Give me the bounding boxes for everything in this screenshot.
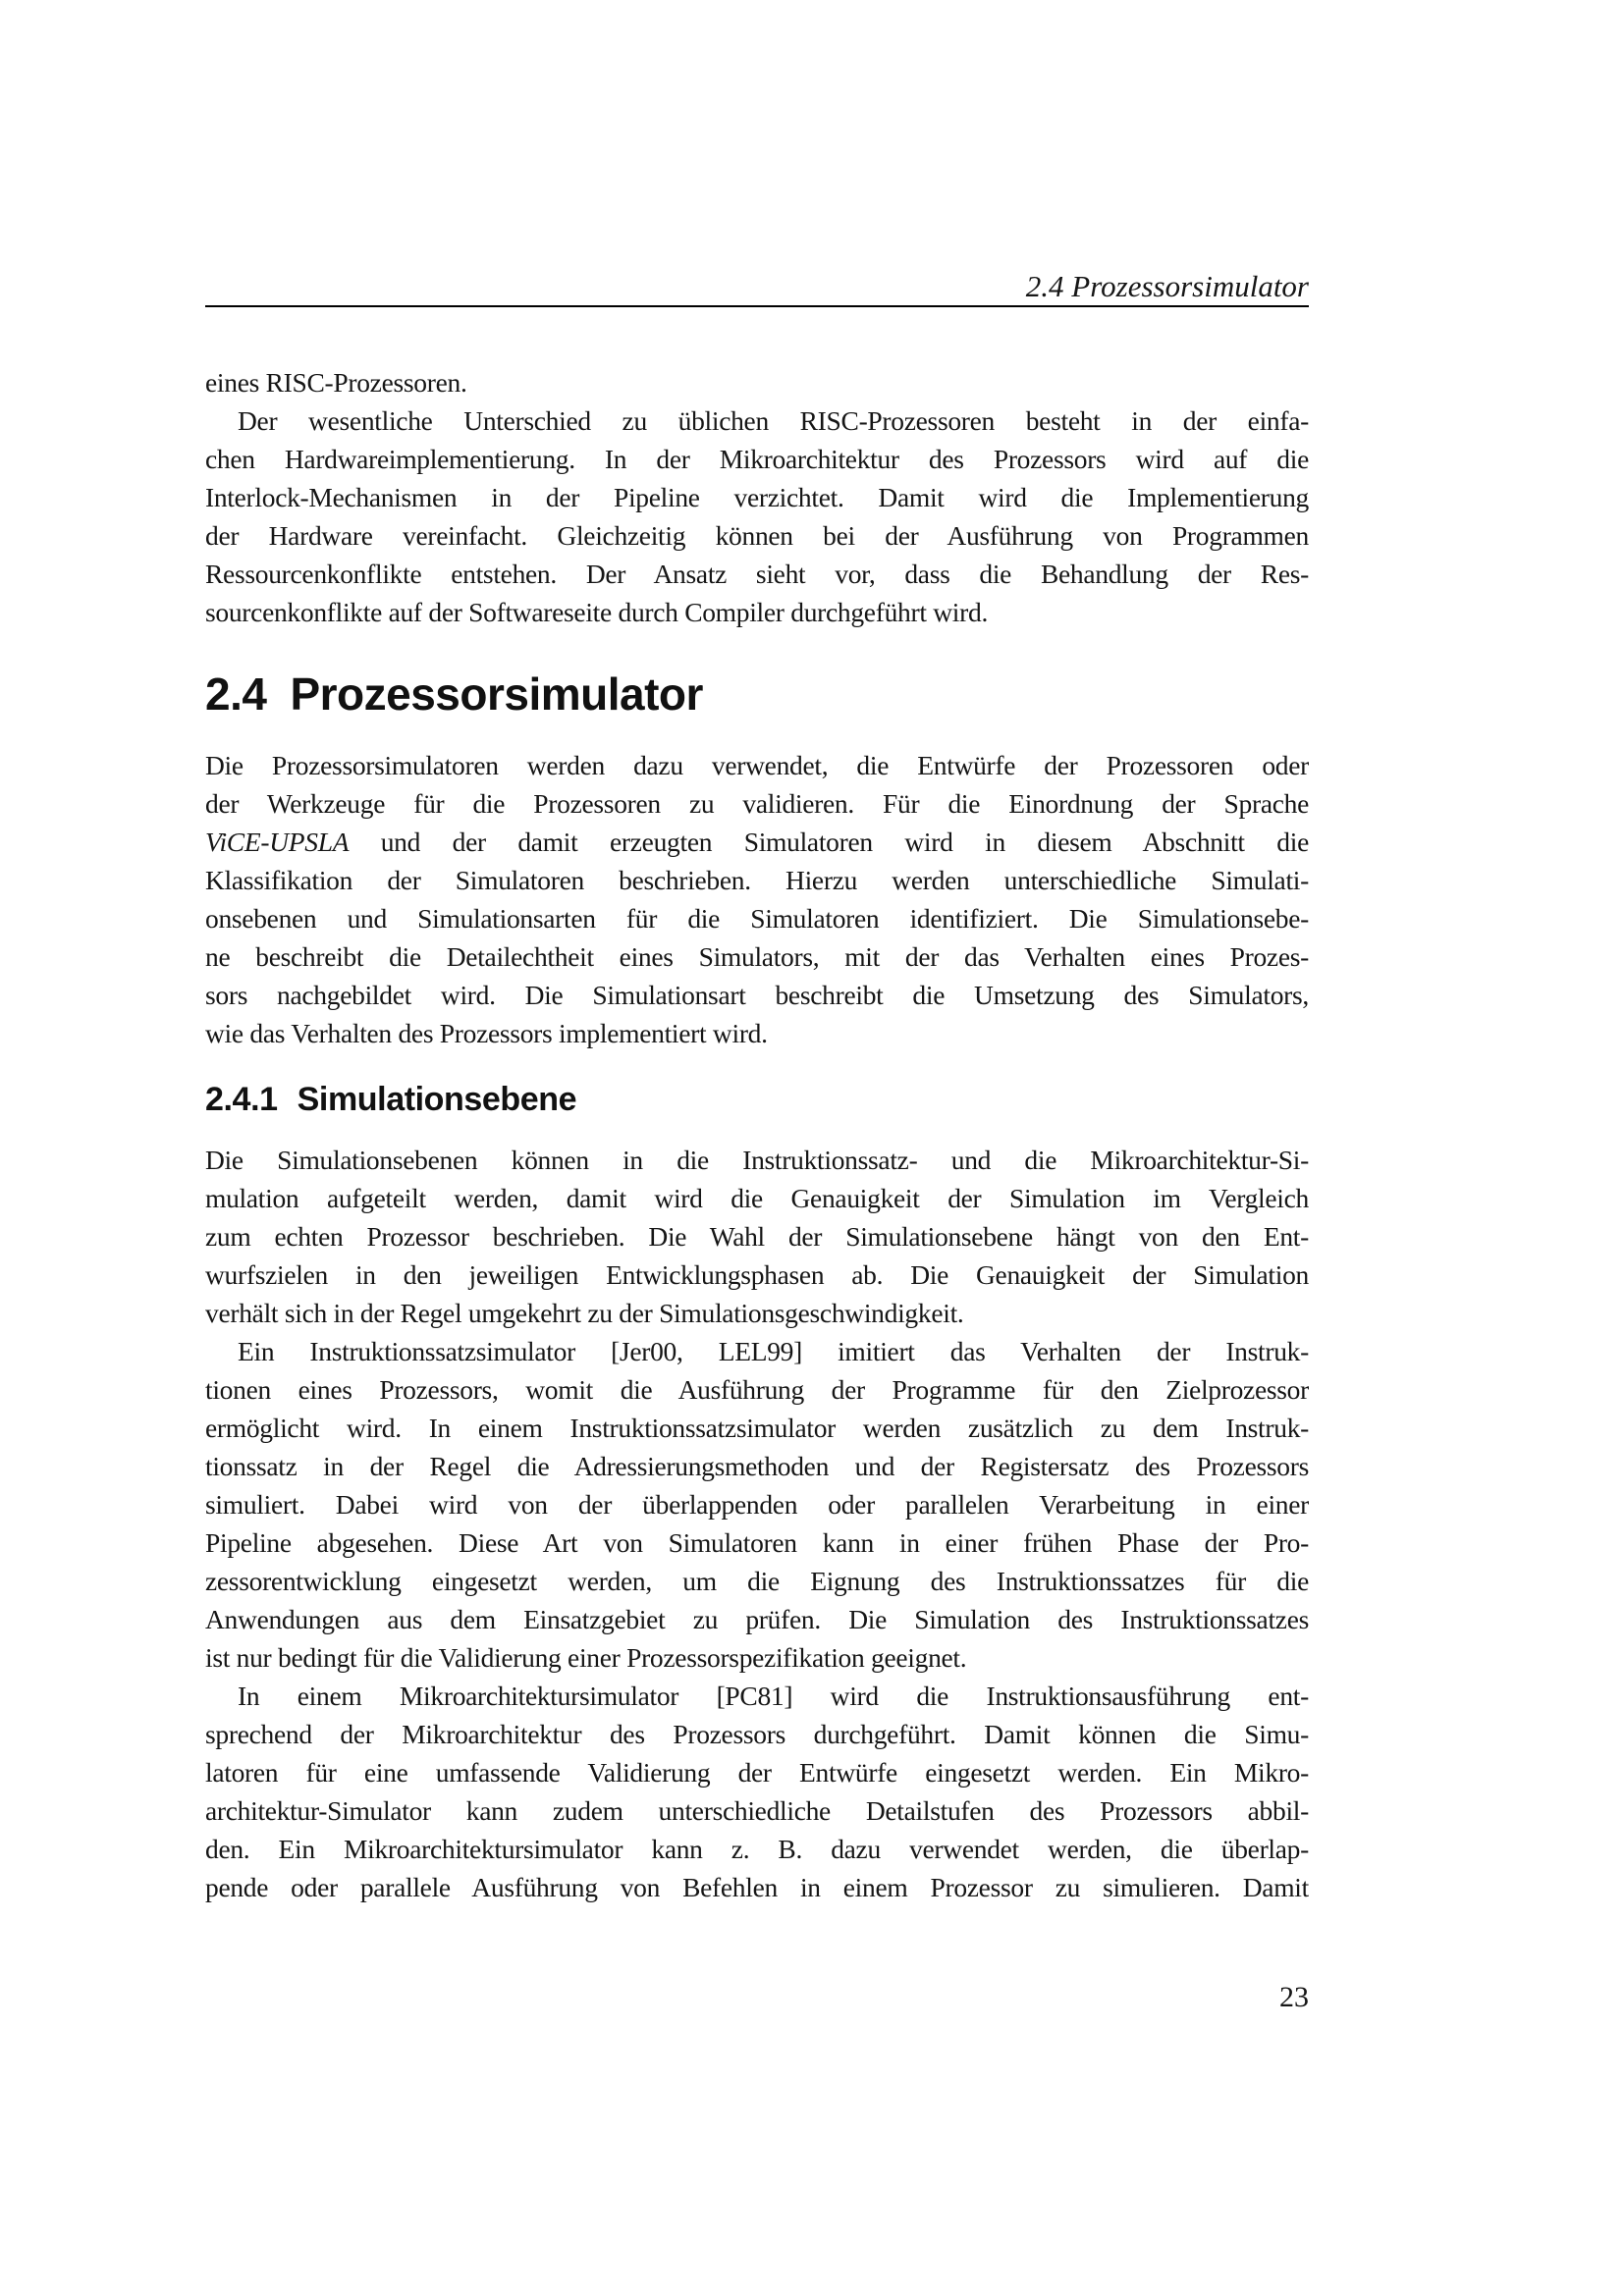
text-line: wie das Verhalten des Prozessors implementiert wird. xyxy=(205,1018,768,1048)
text-line: pende oder parallele Ausführung von Befehlen in einem Prozessor zu simulieren. Damit xyxy=(205,1872,1309,1902)
text-line: zessorentwicklung eingesetzt werden, um die Eignung des Instruktionssatzes für die xyxy=(205,1566,1309,1596)
text-line: sors nachgebildet wird. Die Simulationsart beschreibt die Umsetzung des Simulators, xyxy=(205,980,1309,1010)
text-line: Die Simulationsebenen können in die Instruktionssatz- und die Mikroarchitektur-Si- xyxy=(205,1145,1309,1175)
text-line: sprechend der Mikroarchitektur des Prozessors durchgeführt. Damit können die Simu- xyxy=(205,1719,1309,1749)
text-line: tionen eines Prozessors, womit die Ausführung der Programme für den Zielprozessor xyxy=(205,1374,1309,1405)
section-heading xyxy=(205,667,1309,721)
header-rule xyxy=(205,305,1309,307)
text-line: ne beschreibt die Detailechtheit eines Simulators, mit der das Verhalten eines Prozes- xyxy=(205,941,1309,972)
text-line: tionssatz in der Regel die Adressierungsmethoden und der Registersatz des Prozessors xyxy=(205,1451,1309,1481)
paragraph xyxy=(205,746,1309,1052)
text-line: In einem Mikroarchitektursimulator [PC81] wird die Instruktionsausführung ent- xyxy=(238,1681,1309,1711)
text-line: ist nur bedingt für die Validierung einer Prozessorspezifikation geeignet. xyxy=(205,1642,967,1673)
text-line: Ressourcenkonflikte entstehen. Der Ansatz sieht vor, dass die Behandlung der Res- xyxy=(205,559,1309,589)
text-line: Interlock-Mechanismen in der Pipeline verzichtet. Damit wird die Implementierung xyxy=(205,482,1309,512)
text-line: onsebenen und Simulationsarten für die Simulatoren identifiziert. Die Simulationsebe- xyxy=(205,903,1309,934)
text-line: wurfszielen in den jeweiligen Entwicklungsphasen ab. Die Genauigkeit der Simulation xyxy=(205,1259,1309,1290)
text-line: den. Ein Mikroarchitektursimulator kann z. B. dazu verwendet werden, die überlap- xyxy=(205,1834,1309,1864)
paragraph xyxy=(205,1677,1309,1906)
paragraph xyxy=(205,363,1309,401)
text-line: der Hardware vereinfacht. Gleichzeitig können bei der Ausführung von Programmen xyxy=(205,520,1309,551)
text-line: Die Prozessorsimulatoren werden dazu verwendet, die Entwürfe der Prozessoren oder xyxy=(205,750,1309,780)
text-line: latoren für eine umfassende Validierung der Entwürfe eingesetzt werden. Ein Mikro- xyxy=(205,1757,1309,1788)
content xyxy=(205,363,1309,1906)
paragraph xyxy=(205,401,1309,631)
text-line: mulation aufgeteilt werden, damit wird die Genauigkeit der Simulation im Vergleich xyxy=(205,1183,1309,1213)
paragraph xyxy=(205,1332,1309,1677)
heading-number: 2.4.1 xyxy=(205,1081,278,1118)
running-header: 2.4 Prozessorsimulator xyxy=(1025,269,1309,303)
text-line: Der wesentliche Unterschied zu üblichen RISC-Prozessoren besteht in der einfa- xyxy=(238,405,1309,436)
text-line: Anwendungen aus dem Einsatzgebiet zu prüfen. Die Simulation des Instruktionssatzes xyxy=(205,1604,1309,1634)
text-line: der Werkzeuge für die Prozessoren zu validieren. Für die Einordnung der Sprache xyxy=(205,788,1309,819)
heading-title: Simulationsebene xyxy=(297,1081,577,1118)
text-line: simuliert. Dabei wird von der überlappenden oder parallelen Verarbeitung in einer xyxy=(205,1489,1309,1520)
text-line: verhält sich in der Regel umgekehrt zu der Simulationsgeschwindigkeit. xyxy=(205,1298,964,1328)
text-line: ermöglicht wird. In einem Instruktionssatzsimulator werden zusätzlich zu dem Instruk- xyxy=(205,1413,1309,1443)
heading-number: 2.4 xyxy=(205,668,267,720)
page-number: 23 xyxy=(1279,1981,1309,2013)
paragraph xyxy=(205,1141,1309,1332)
text-line: Ein Instruktionssatzsimulator [Jer00, LEL99] imitiert das Verhalten der Instruk- xyxy=(238,1336,1309,1366)
text-line: architektur-Simulator kann zudem unterschiedliche Detailstufen des Prozessors abbil- xyxy=(205,1795,1309,1826)
text-line: eines RISC-Prozessoren. xyxy=(205,367,467,398)
text-line: sourcenkonflikte auf der Softwareseite durch Compiler durchgeführt wird. xyxy=(205,597,989,627)
subsection-heading xyxy=(205,1080,1309,1119)
text-line: Klassifikation der Simulatoren beschrieben. Hierzu werden unterschiedliche Simulati- xyxy=(205,865,1309,895)
text-line: chen Hardwareimplementierung. In der Mikroarchitektur des Prozessors wird auf die xyxy=(205,444,1309,474)
heading-title: Prozessorsimulator xyxy=(290,668,703,720)
text-line: zum echten Prozessor beschrieben. Die Wahl der Simulationsebene hängt von den Ent- xyxy=(205,1221,1309,1252)
text-line: ViCE-UPSLA und der damit erzeugten Simulatoren wird in diesem Abschnitt die xyxy=(205,827,1309,857)
text-line: Pipeline abgesehen. Diese Art von Simulatoren kann in einer frühen Phase der Pro- xyxy=(205,1527,1309,1558)
